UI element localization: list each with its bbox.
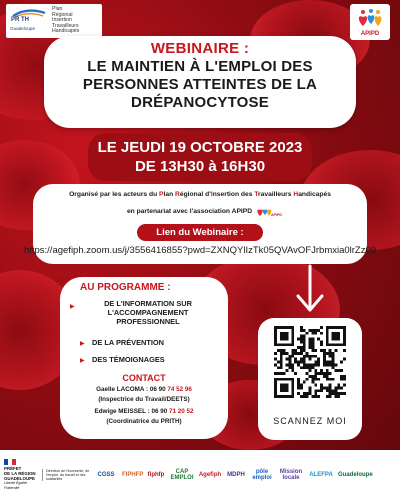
qr-code[interactable] (274, 326, 346, 398)
prefet-line: DE LA RÉGION (4, 471, 36, 476)
contact-role: (Inspectrice du Travail/DEETS) (98, 396, 190, 403)
partner-logo: Agefiph (198, 472, 222, 478)
contact-role: (Coordinatrice du PRITH) (106, 418, 182, 425)
contact-name: Edwige MEISSEL : (94, 408, 152, 415)
partner-logo: MDPH (227, 472, 245, 478)
contact-entry (60, 386, 228, 393)
contact-phone[interactable]: 06 90 (151, 408, 169, 415)
title-line: DRÉPANOCYTOSE (131, 94, 269, 111)
title-line: PERSONNES ATTEINTES DE LA (82, 76, 318, 93)
organizer-word: lan (163, 191, 176, 198)
prefet-motto: Liberté Égalité Fraternité (4, 481, 27, 490)
footer-partners (0, 450, 400, 500)
program-heading: AU PROGRAMME : (80, 282, 171, 293)
contact-heading: CONTACT (122, 373, 166, 383)
qr-caption: SCANNEZ MOI (273, 416, 347, 426)
date-line: LE JEUDI 19 OCTOBRE 2023 (97, 139, 303, 156)
organizer-initial: I (210, 191, 213, 198)
apipd-logo-text: APIPD (360, 30, 380, 37)
organizer-word: égional d' (179, 191, 211, 198)
prth-side-line: Régional (52, 11, 73, 18)
organizer-initial: H (293, 191, 299, 198)
direction-text: Direction de l'économie, de l'emploi, du travail et des solidarités (42, 469, 90, 482)
partner-logo: Mission locale (279, 469, 303, 481)
organizer-text (33, 191, 367, 198)
contact-entry (60, 408, 228, 415)
date-banner (88, 133, 312, 181)
partner-logo: CAP EMPLOI (170, 469, 194, 481)
prth-logo (6, 4, 102, 38)
webinar-url-link[interactable]: https://agefiph.zoom.us/j/3556416855?pwd=ZXNQYlIzTk05QVAvOFJrbmxia0lrZz09 (23, 245, 377, 256)
partner-text: en partenariat avec l'association APIPD (126, 207, 253, 215)
program-item: DES TÉMOIGNAGES (92, 355, 165, 364)
partner-logo: Guadeloupe (338, 472, 373, 478)
organizer-initial: R (175, 191, 180, 198)
prefet-line: PRÉFET (4, 466, 22, 471)
french-flag-icon (4, 459, 16, 465)
link-label: Lien du Webinaire : (137, 224, 263, 241)
partner-line (33, 204, 367, 218)
organizer-initial: P (159, 191, 164, 198)
program-card (60, 277, 228, 439)
prth-mark (9, 7, 49, 35)
arrow-bullet-icon: ▶ (80, 341, 85, 347)
contact-name: Gaelle LACOMA : (96, 386, 150, 393)
program-item: DE LA PRÉVENTION (92, 338, 164, 347)
prth-side-line: Insertion (52, 17, 72, 24)
contact-phone-highlight[interactable]: 74 52 96 (167, 386, 192, 393)
prth-side-line: Plan (52, 6, 63, 13)
partner-logo: pôle emploi (252, 469, 272, 481)
contact-phone[interactable]: 06 90 (149, 386, 168, 393)
title-card (44, 36, 356, 128)
partner-logo: ALEFPA (309, 472, 333, 478)
organizer-initial: T (254, 191, 259, 198)
down-arrow-icon (290, 262, 330, 318)
contact-phone-highlight[interactable]: 71 20 52 (168, 408, 194, 415)
arrow-bullet-icon: ▶ (80, 358, 85, 364)
prth-side-line: Travailleurs (52, 22, 79, 29)
prth-side-text (52, 7, 79, 34)
apipd-small-label: APIPD (271, 213, 282, 217)
partner-logo: FIPHFP (122, 472, 144, 478)
title-line: LE MAINTIEN À L'EMPLOI DES (87, 58, 313, 75)
prth-region: Guadeloupe (10, 26, 36, 31)
partner-logo: CGSS (97, 472, 115, 478)
prth-short: PR TH (11, 17, 29, 23)
prth-side-line: Handicapés (52, 28, 80, 35)
organizer-word: ravailleurs (258, 191, 294, 198)
time-line: DE 13H30 à 16H30 (134, 158, 266, 175)
arrow-bullet-icon: ▶ (70, 304, 75, 310)
program-item: DE L'INFORMATION SUR L'ACCOMPAGNEMENT PROFESSIONNEL (104, 299, 192, 326)
prefet-line: GUADELOUPE (4, 476, 35, 481)
partner-logo: fiphfp (147, 472, 165, 478)
organizer-prefix: Organisé par les acteurs du (69, 191, 160, 198)
apipd-logo (350, 4, 390, 40)
organizer-word: andicapés (298, 191, 331, 198)
qr-card (258, 318, 362, 440)
prefet-logo (4, 459, 38, 491)
title-kicker: WEBINAIRE : (150, 40, 250, 57)
organizer-word: nsertion des (212, 191, 255, 198)
hearts-people-icon (355, 8, 385, 30)
